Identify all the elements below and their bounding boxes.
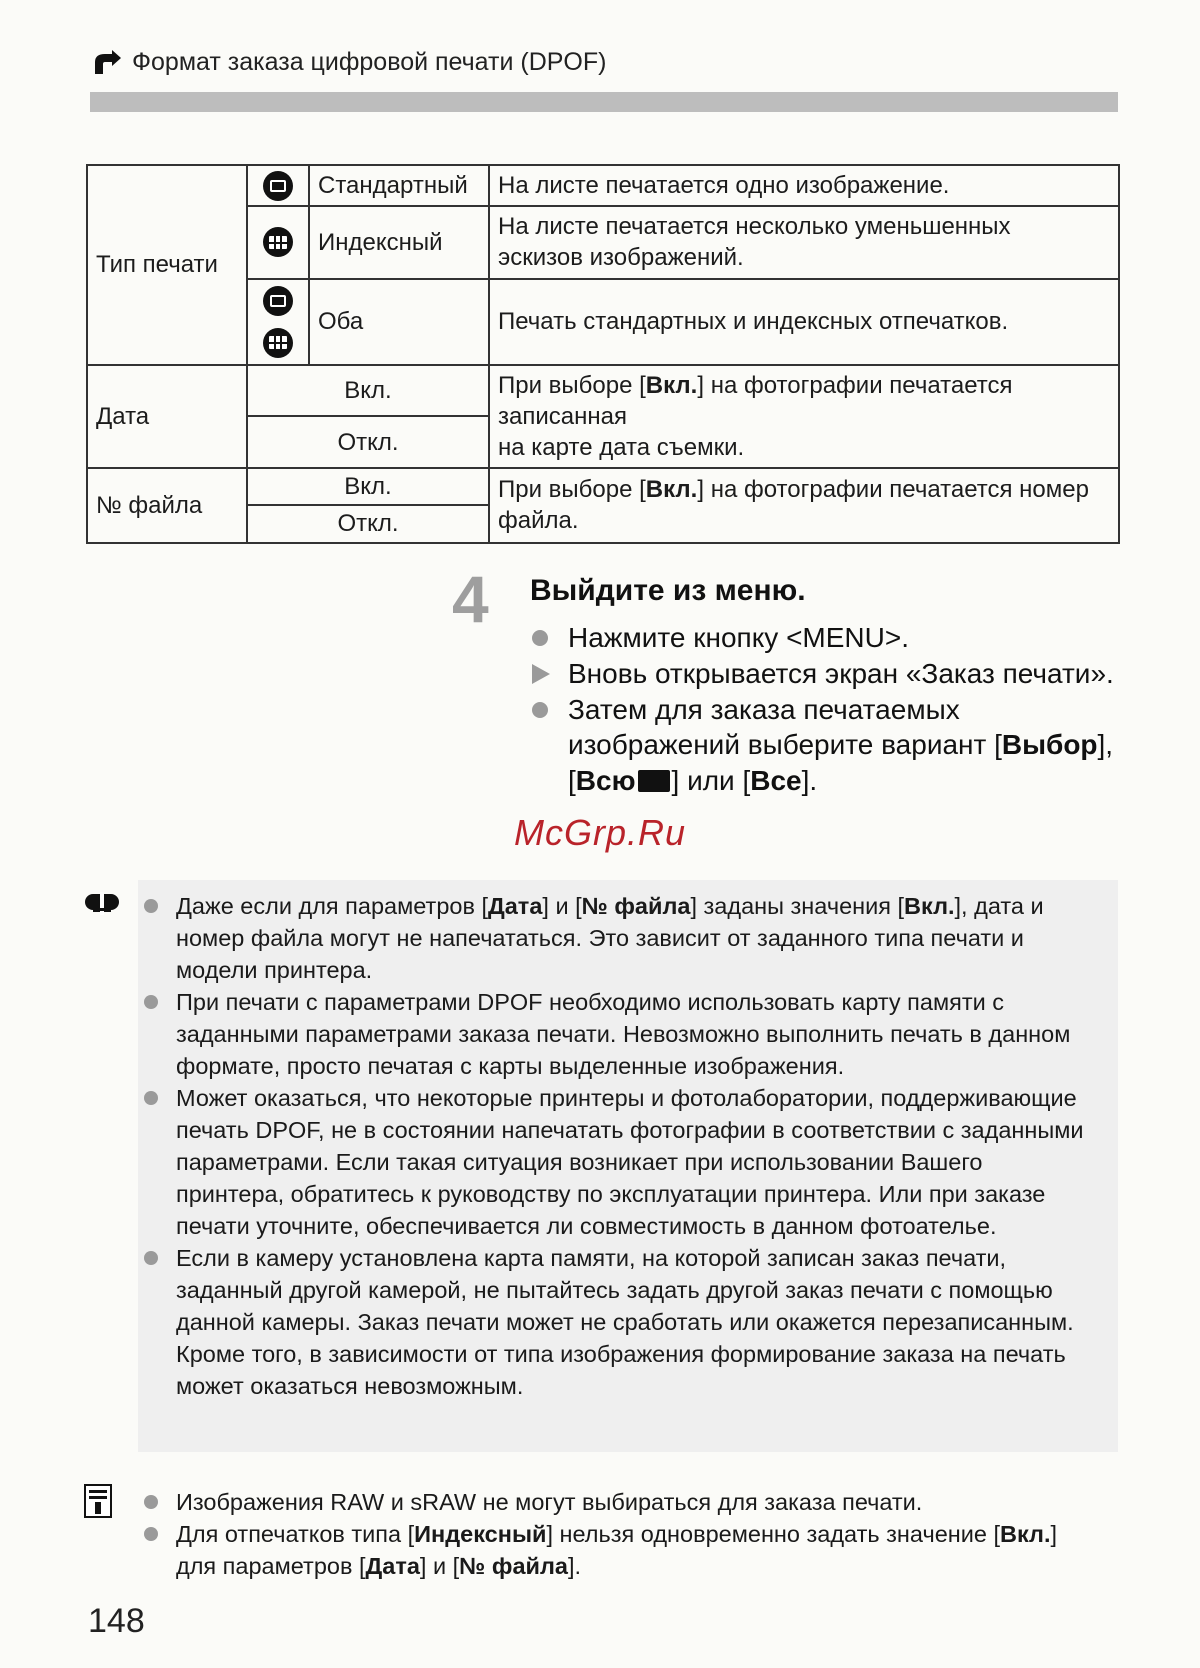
file-no-label: № файла bbox=[87, 468, 247, 542]
memo-icon bbox=[84, 1484, 112, 1518]
list-item: При печати с параметрами DPOF необходимо использовать карту памяти с заданными параметрами заказа печати. Невозможно выполнить печать в данном формате, просто печатая с карты выделенные изображения. bbox=[144, 986, 1094, 1082]
option-index-desc: На листе печатается несколько уменьшенных эскизов изображений. bbox=[489, 206, 1119, 278]
bullet-dot-icon bbox=[532, 702, 548, 718]
folder-icon bbox=[638, 770, 670, 792]
list-item: Если в камеру установлена карта памяти, на которой записан заказ печати, заданный другой камерой, не пытайтесь задать другой заказ печати с помощью данной камеры. Заказ печати может не сработать или окажется перезаписанным. Кроме того, в зависимости от типа изображения формирование заказа на печать может оказаться невозможным. bbox=[144, 1242, 1094, 1402]
table-row bbox=[87, 468, 1119, 505]
bullet-dot-icon bbox=[532, 630, 548, 646]
option-both-desc: Печать стандартных и индексных отпечатков. bbox=[489, 279, 1119, 365]
print-type-label: Тип печати bbox=[87, 165, 247, 365]
file-no-desc: При выборе [Вкл.] на фотографии печатается номер файла. bbox=[489, 468, 1119, 542]
arrow-right-icon bbox=[532, 664, 550, 684]
bullet-dot-icon bbox=[144, 1495, 158, 1509]
date-off: Откл. bbox=[247, 416, 489, 468]
index-print-icon bbox=[263, 328, 293, 358]
option-standard-desc: На листе печатается одно изображение. bbox=[489, 165, 1119, 206]
section-title: Формат заказа цифровой печати (DPOF) bbox=[132, 48, 607, 76]
caution-list bbox=[144, 890, 1094, 1402]
list-item: Может оказаться, что некоторые принтеры и фотолаборатории, поддерживающие печать DPOF, не в состоянии напечатать фотографии в соответствии с заданными параметрами. Если такая ситуация возникает при использовании Вашего принтера, обратитесь к руководству по эксплуатации принтера. Или при заказе печати уточните, обеспечивается ли совместимость в данном фотоателье. bbox=[144, 1082, 1094, 1242]
index-print-icon bbox=[263, 227, 293, 257]
print-order-icon bbox=[92, 50, 122, 76]
file-no-on: Вкл. bbox=[247, 468, 489, 505]
file-no-off: Откл. bbox=[247, 505, 489, 542]
step-number: 4 bbox=[452, 562, 489, 636]
page-number: 148 bbox=[88, 1602, 145, 1640]
table-row bbox=[87, 165, 1119, 206]
bullet-dot-icon bbox=[144, 899, 158, 913]
section-header bbox=[92, 48, 606, 77]
watermark: McGrp.Ru bbox=[513, 812, 687, 853]
list-item: Даже если для параметров [Дата] и [№ файла] заданы значения [Вкл.], дата и номер файла могут не напечататься. Это зависит от заданного типа печати и модели принтера. bbox=[144, 890, 1094, 986]
date-desc: При выборе [Вкл.] на фотографии печатается записанная на карте дата съемки. bbox=[489, 365, 1119, 469]
list-item: Для отпечатков типа [Индексный] нельзя одновременно задать значение [Вкл.] для параметров [Дата] и [№ файла]. bbox=[144, 1518, 1094, 1582]
bullet-dot-icon bbox=[144, 1527, 158, 1541]
header-divider-bar bbox=[90, 92, 1118, 112]
list-item: Вновь открывается экран «Заказ печати». bbox=[530, 656, 1130, 692]
caution-icon bbox=[84, 888, 120, 920]
icon-cell bbox=[247, 165, 309, 206]
list-item: Изображения RAW и sRAW не могут выбираться для заказа печати. bbox=[144, 1486, 1094, 1518]
standard-print-icon bbox=[263, 171, 293, 201]
date-on: Вкл. bbox=[247, 365, 489, 417]
list-item: Затем для заказа печатаемых изображений выберите вариант [Выбор], [Всю ] или [Все]. bbox=[530, 692, 1130, 799]
bullet-dot-icon bbox=[144, 1091, 158, 1105]
step-title: Выйдите из меню. bbox=[530, 574, 806, 607]
icon-cell bbox=[247, 279, 309, 365]
memo-list bbox=[144, 1486, 1094, 1582]
icon-cell bbox=[247, 206, 309, 278]
option-both: Оба bbox=[309, 279, 489, 365]
print-settings-table bbox=[86, 164, 1120, 544]
option-standard: Стандартный bbox=[309, 165, 489, 206]
standard-print-icon bbox=[263, 286, 293, 316]
option-index: Индексный bbox=[309, 206, 489, 278]
table-row bbox=[87, 365, 1119, 417]
bullet-dot-icon bbox=[144, 995, 158, 1009]
list-item: Нажмите кнопку <MENU>. bbox=[530, 620, 1130, 656]
date-label: Дата bbox=[87, 365, 247, 469]
bullet-dot-icon bbox=[144, 1251, 158, 1265]
step-instructions bbox=[530, 620, 1130, 799]
